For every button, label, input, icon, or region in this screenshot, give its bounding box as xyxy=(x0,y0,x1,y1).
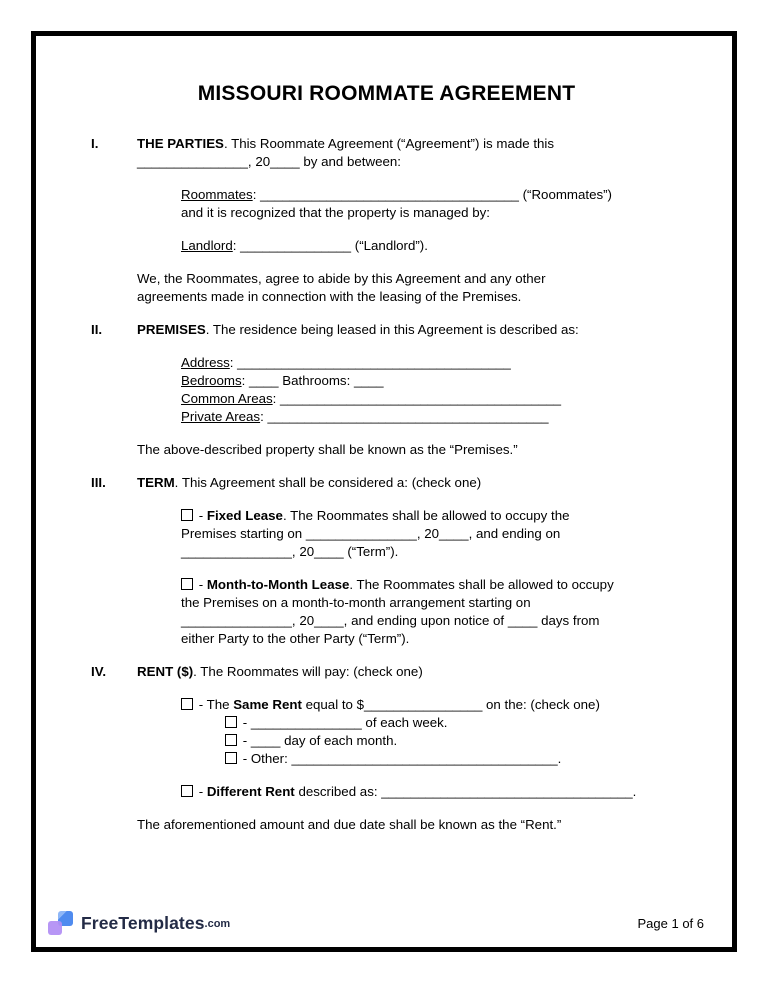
roommates-paragraph xyxy=(181,186,702,222)
rent-heading-rest: . The Roommates will pay: (check one) xyxy=(193,664,423,679)
agreement-clause-paragraph xyxy=(137,270,702,306)
same-rent-rest: equal to $________________ on the: (check one) xyxy=(301,697,600,712)
parties-heading-rest: . This Roommate Agreement (“Agreement”) is made this xyxy=(223,136,555,151)
address-label: Address xyxy=(181,355,230,370)
rent-heading-paragraph xyxy=(137,663,702,681)
fixed-lease-line2: Premises starting on _______________, 20____, and ending on xyxy=(181,526,561,541)
document-page xyxy=(31,31,737,952)
different-rent-paragraph xyxy=(181,783,702,801)
premises-heading-paragraph xyxy=(137,321,702,339)
month-to-month-line2: the Premises on a month-to-month arrangement starting on xyxy=(181,595,531,610)
private-areas-blank: : ______________________________________ xyxy=(260,409,549,424)
roommates-label: Roommates xyxy=(181,187,253,202)
managed-by-line: and it is recognized that the property is managed by: xyxy=(181,205,490,220)
month-to-month-paragraph xyxy=(181,576,702,648)
section-parties xyxy=(91,135,702,306)
month-to-month-line3: _______________, 20____, and ending upon notice of ____ days from xyxy=(181,613,600,628)
fixed-lease-sep: - xyxy=(195,508,207,523)
parties-heading-line2: _______________, 20____ by and between: xyxy=(137,154,401,169)
document-title: MISSOURI ROOMMATE AGREEMENT xyxy=(197,82,576,105)
document-content xyxy=(36,36,732,834)
term-heading: TERM xyxy=(137,475,175,490)
monthly-rent-checkbox[interactable] xyxy=(225,734,237,746)
brand-suffix: .com xyxy=(204,917,231,930)
section-number: II. xyxy=(91,322,103,337)
page-indicator: Page 1 of 6 xyxy=(637,916,704,931)
brand-logo xyxy=(48,910,230,937)
fixed-lease-line3: _______________, 20____ (“Term”). xyxy=(181,544,399,559)
parties-heading-paragraph xyxy=(137,135,702,171)
section-term xyxy=(91,474,702,648)
month-to-month-label: Month-to-Month Lease xyxy=(206,577,350,592)
fixed-lease-label: Fixed Lease xyxy=(206,508,283,523)
month-to-month-line1: . The Roommates shall be allowed to occupy xyxy=(349,577,614,592)
section-number: IV. xyxy=(91,664,107,679)
month-to-month-checkbox[interactable] xyxy=(181,578,193,590)
page-footer xyxy=(48,910,704,937)
overlapping-pages-icon xyxy=(48,910,73,937)
section-premises xyxy=(91,321,702,459)
same-rent-label: Same Rent xyxy=(233,697,302,712)
weekly-rent-checkbox[interactable] xyxy=(225,716,237,728)
other-rent-option: - Other: ____________________________________. xyxy=(239,751,562,766)
landlord-paragraph xyxy=(181,237,702,255)
weekly-rent-option: - _______________ of each week. xyxy=(239,715,448,730)
bedrooms-label: Bedrooms xyxy=(181,373,242,388)
term-heading-rest: . This Agreement shall be considered a: (check one) xyxy=(174,475,482,490)
rent-known-as: The aforementioned amount and due date shall be known as the “Rent.” xyxy=(137,817,562,832)
rent-known-as-paragraph xyxy=(137,816,702,834)
fixed-lease-checkbox[interactable] xyxy=(181,509,193,521)
other-rent-checkbox[interactable] xyxy=(225,752,237,764)
section-number: I. xyxy=(91,136,99,151)
same-rent-options xyxy=(225,714,702,768)
bedrooms-blank: : ____ xyxy=(241,373,283,388)
different-rent-rest: described as: __________________________________. xyxy=(294,784,637,799)
common-areas-blank: : ______________________________________ xyxy=(272,391,562,406)
fixed-lease-line1: . The Roommates shall be allowed to occupy the xyxy=(282,508,570,523)
section-rent xyxy=(91,663,702,834)
private-areas-label: Private Areas xyxy=(181,409,261,424)
premises-known-as: The above-described property shall be known as the “Premises.” xyxy=(137,442,518,457)
month-to-month-sep: - xyxy=(195,577,207,592)
premises-fields xyxy=(181,354,702,426)
monthly-rent-option: - ____ day of each month. xyxy=(239,733,398,748)
premises-heading-rest: . The residence being leased in this Agreement is described as: xyxy=(205,322,579,337)
term-heading-paragraph xyxy=(137,474,702,492)
different-rent-label: Different Rent xyxy=(206,784,295,799)
common-areas-label: Common Areas xyxy=(181,391,273,406)
section-number: III. xyxy=(91,475,106,490)
rent-heading: RENT ($) xyxy=(137,664,194,679)
agreement-clause-line1: We, the Roommates, agree to abide by this Agreement and any other xyxy=(137,271,546,286)
bathrooms-label: Bathrooms xyxy=(282,373,347,388)
agreement-clause-line2: agreements made in connection with the leasing of the Premises. xyxy=(137,289,522,304)
month-to-month-line4: either Party to the other Party (“Term”). xyxy=(181,631,410,646)
same-rent-pre: - The xyxy=(195,697,234,712)
landlord-blank: : _______________ (“Landlord”). xyxy=(232,238,428,253)
address-blank: : _____________________________________ xyxy=(229,355,511,370)
roommates-blank: : ___________________________________ (“Roommates”) xyxy=(252,187,612,202)
purple-page-shape xyxy=(48,921,62,935)
premises-heading: PREMISES xyxy=(137,322,206,337)
bathrooms-blank: : ____ xyxy=(346,373,384,388)
different-rent-pre: - xyxy=(195,784,207,799)
same-rent-checkbox[interactable] xyxy=(181,698,193,710)
landlord-label: Landlord xyxy=(181,238,233,253)
parties-heading: THE PARTIES xyxy=(137,136,224,151)
brand-name: FreeTemplates xyxy=(81,913,205,933)
premises-known-as-paragraph xyxy=(137,441,702,459)
same-rent-paragraph xyxy=(181,696,702,768)
different-rent-checkbox[interactable] xyxy=(181,785,193,797)
fixed-lease-paragraph xyxy=(181,507,702,561)
